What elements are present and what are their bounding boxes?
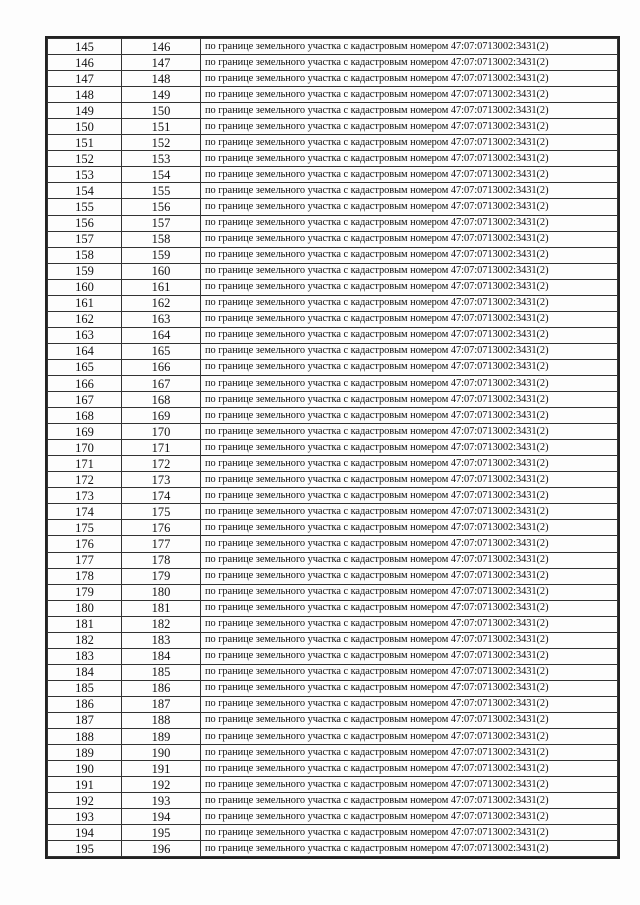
point-to-cell: 175 — [122, 504, 201, 520]
boundary-description-cell: по границе земельного участка с кадастровым номером 47:07:0713002:3431(2) — [201, 295, 618, 311]
boundary-description-cell: по границе земельного участка с кадастровым номером 47:07:0713002:3431(2) — [201, 119, 618, 135]
boundary-description-cell: по границе земельного участка с кадастровым номером 47:07:0713002:3431(2) — [201, 696, 618, 712]
point-from-cell: 176 — [48, 536, 122, 552]
point-from-cell: 193 — [48, 809, 122, 825]
boundary-description-cell: по границе земельного участка с кадастровым номером 47:07:0713002:3431(2) — [201, 263, 618, 279]
point-to-cell: 190 — [122, 745, 201, 761]
table-row — [48, 167, 618, 183]
point-to-cell: 152 — [122, 135, 201, 151]
table-row — [48, 279, 618, 295]
point-from-cell: 187 — [48, 712, 122, 728]
table-row — [48, 664, 618, 680]
point-to-cell: 151 — [122, 119, 201, 135]
boundary-description-cell: по границе земельного участка с кадастровым номером 47:07:0713002:3431(2) — [201, 311, 618, 327]
point-from-cell: 179 — [48, 584, 122, 600]
table-row — [48, 215, 618, 231]
point-to-cell: 167 — [122, 375, 201, 391]
point-from-cell: 164 — [48, 343, 122, 359]
point-to-cell: 193 — [122, 793, 201, 809]
boundary-description-cell: по границе земельного участка с кадастровым номером 47:07:0713002:3431(2) — [201, 616, 618, 632]
table-row — [48, 199, 618, 215]
point-to-cell: 194 — [122, 809, 201, 825]
table-row — [48, 488, 618, 504]
boundary-description-cell: по границе земельного участка с кадастровым номером 47:07:0713002:3431(2) — [201, 279, 618, 295]
point-to-cell: 149 — [122, 87, 201, 103]
table-row — [48, 359, 618, 375]
boundary-description-cell: по границе земельного участка с кадастровым номером 47:07:0713002:3431(2) — [201, 71, 618, 87]
point-from-cell: 175 — [48, 520, 122, 536]
point-to-cell: 187 — [122, 696, 201, 712]
boundary-description-cell: по границе земельного участка с кадастровым номером 47:07:0713002:3431(2) — [201, 359, 618, 375]
boundary-description-cell: по границе земельного участка с кадастровым номером 47:07:0713002:3431(2) — [201, 39, 618, 55]
point-from-cell: 159 — [48, 263, 122, 279]
point-from-cell: 184 — [48, 664, 122, 680]
point-from-cell: 181 — [48, 616, 122, 632]
point-to-cell: 159 — [122, 247, 201, 263]
point-to-cell: 155 — [122, 183, 201, 199]
boundary-description-cell: по границе земельного участка с кадастровым номером 47:07:0713002:3431(2) — [201, 552, 618, 568]
table-row — [48, 825, 618, 841]
point-from-cell: 162 — [48, 311, 122, 327]
table-row — [48, 87, 618, 103]
point-to-cell: 181 — [122, 600, 201, 616]
table-row — [48, 343, 618, 359]
point-from-cell: 153 — [48, 167, 122, 183]
point-from-cell: 174 — [48, 504, 122, 520]
point-to-cell: 191 — [122, 761, 201, 777]
table-row — [48, 327, 618, 343]
point-from-cell: 154 — [48, 183, 122, 199]
boundary-description-cell: по границе земельного участка с кадастровым номером 47:07:0713002:3431(2) — [201, 488, 618, 504]
boundary-description-cell: по границе земельного участка с кадастровым номером 47:07:0713002:3431(2) — [201, 632, 618, 648]
table-row — [48, 504, 618, 520]
table-row — [48, 71, 618, 87]
point-from-cell: 191 — [48, 777, 122, 793]
point-from-cell: 194 — [48, 825, 122, 841]
table-row — [48, 183, 618, 199]
table-row — [48, 151, 618, 167]
point-to-cell: 168 — [122, 392, 201, 408]
point-to-cell: 196 — [122, 841, 201, 857]
table-row — [48, 568, 618, 584]
point-from-cell: 156 — [48, 215, 122, 231]
point-to-cell: 154 — [122, 167, 201, 183]
boundary-table-body — [48, 39, 618, 857]
boundary-description-cell: по границе земельного участка с кадастровым номером 47:07:0713002:3431(2) — [201, 87, 618, 103]
table-row — [48, 809, 618, 825]
boundary-description-cell: по границе земельного участка с кадастровым номером 47:07:0713002:3431(2) — [201, 712, 618, 728]
point-from-cell: 158 — [48, 247, 122, 263]
boundary-description-cell: по границе земельного участка с кадастровым номером 47:07:0713002:3431(2) — [201, 231, 618, 247]
point-from-cell: 183 — [48, 648, 122, 664]
boundary-description-cell: по границе земельного участка с кадастровым номером 47:07:0713002:3431(2) — [201, 135, 618, 151]
point-from-cell: 189 — [48, 745, 122, 761]
point-to-cell: 184 — [122, 648, 201, 664]
table-row — [48, 777, 618, 793]
point-to-cell: 153 — [122, 151, 201, 167]
point-from-cell: 147 — [48, 71, 122, 87]
table-row — [48, 632, 618, 648]
table-row — [48, 39, 618, 55]
point-from-cell: 177 — [48, 552, 122, 568]
boundary-table-grid — [47, 38, 618, 857]
point-from-cell: 149 — [48, 103, 122, 119]
point-from-cell: 186 — [48, 696, 122, 712]
boundary-description-cell: по границе земельного участка с кадастровым номером 47:07:0713002:3431(2) — [201, 825, 618, 841]
point-to-cell: 161 — [122, 279, 201, 295]
point-to-cell: 176 — [122, 520, 201, 536]
point-from-cell: 157 — [48, 231, 122, 247]
point-from-cell: 146 — [48, 55, 122, 71]
point-to-cell: 179 — [122, 568, 201, 584]
point-to-cell: 182 — [122, 616, 201, 632]
table-row — [48, 680, 618, 696]
point-to-cell: 178 — [122, 552, 201, 568]
table-row — [48, 55, 618, 71]
table-row — [48, 616, 618, 632]
boundary-description-cell: по границе земельного участка с кадастровым номером 47:07:0713002:3431(2) — [201, 167, 618, 183]
point-to-cell: 186 — [122, 680, 201, 696]
boundary-description-cell: по границе земельного участка с кадастровым номером 47:07:0713002:3431(2) — [201, 103, 618, 119]
point-to-cell: 166 — [122, 359, 201, 375]
table-row — [48, 247, 618, 263]
point-from-cell: 160 — [48, 279, 122, 295]
table-row — [48, 584, 618, 600]
point-to-cell: 146 — [122, 39, 201, 55]
point-from-cell: 172 — [48, 472, 122, 488]
table-row — [48, 520, 618, 536]
boundary-description-cell: по границе земельного участка с кадастровым номером 47:07:0713002:3431(2) — [201, 536, 618, 552]
point-to-cell: 163 — [122, 311, 201, 327]
point-from-cell: 173 — [48, 488, 122, 504]
boundary-description-cell: по границе земельного участка с кадастровым номером 47:07:0713002:3431(2) — [201, 568, 618, 584]
point-to-cell: 185 — [122, 664, 201, 680]
table-row — [48, 472, 618, 488]
point-from-cell: 192 — [48, 793, 122, 809]
point-to-cell: 164 — [122, 327, 201, 343]
boundary-table — [45, 36, 620, 859]
point-to-cell: 157 — [122, 215, 201, 231]
table-row — [48, 712, 618, 728]
point-from-cell: 163 — [48, 327, 122, 343]
boundary-description-cell: по границе земельного участка с кадастровым номером 47:07:0713002:3431(2) — [201, 648, 618, 664]
point-from-cell: 155 — [48, 199, 122, 215]
boundary-description-cell: по границе земельного участка с кадастровым номером 47:07:0713002:3431(2) — [201, 55, 618, 71]
point-to-cell: 156 — [122, 199, 201, 215]
table-row — [48, 793, 618, 809]
point-to-cell: 192 — [122, 777, 201, 793]
table-row — [48, 536, 618, 552]
boundary-description-cell: по границе земельного участка с кадастровым номером 47:07:0713002:3431(2) — [201, 745, 618, 761]
table-row — [48, 424, 618, 440]
table-row — [48, 600, 618, 616]
point-to-cell: 189 — [122, 729, 201, 745]
table-row — [48, 456, 618, 472]
boundary-description-cell: по границе земельного участка с кадастровым номером 47:07:0713002:3431(2) — [201, 584, 618, 600]
table-row — [48, 729, 618, 745]
table-row — [48, 103, 618, 119]
point-from-cell: 150 — [48, 119, 122, 135]
point-from-cell: 167 — [48, 392, 122, 408]
point-to-cell: 171 — [122, 440, 201, 456]
boundary-description-cell: по границе земельного участка с кадастровым номером 47:07:0713002:3431(2) — [201, 664, 618, 680]
table-row — [48, 648, 618, 664]
boundary-description-cell: по границе земельного участка с кадастровым номером 47:07:0713002:3431(2) — [201, 375, 618, 391]
point-from-cell: 168 — [48, 408, 122, 424]
table-row — [48, 263, 618, 279]
boundary-description-cell: по границе земельного участка с кадастровым номером 47:07:0713002:3431(2) — [201, 777, 618, 793]
point-from-cell: 185 — [48, 680, 122, 696]
point-from-cell: 152 — [48, 151, 122, 167]
boundary-description-cell: по границе земельного участка с кадастровым номером 47:07:0713002:3431(2) — [201, 680, 618, 696]
point-from-cell: 188 — [48, 729, 122, 745]
table-row — [48, 841, 618, 857]
boundary-description-cell: по границе земельного участка с кадастровым номером 47:07:0713002:3431(2) — [201, 247, 618, 263]
table-row — [48, 119, 618, 135]
table-row — [48, 392, 618, 408]
boundary-description-cell: по границе земельного участка с кадастровым номером 47:07:0713002:3431(2) — [201, 424, 618, 440]
table-row — [48, 696, 618, 712]
point-to-cell: 169 — [122, 408, 201, 424]
point-to-cell: 174 — [122, 488, 201, 504]
point-to-cell: 195 — [122, 825, 201, 841]
point-to-cell: 147 — [122, 55, 201, 71]
point-to-cell: 158 — [122, 231, 201, 247]
point-from-cell: 195 — [48, 841, 122, 857]
boundary-description-cell: по границе земельного участка с кадастровым номером 47:07:0713002:3431(2) — [201, 793, 618, 809]
boundary-description-cell: по границе земельного участка с кадастровым номером 47:07:0713002:3431(2) — [201, 600, 618, 616]
point-from-cell: 151 — [48, 135, 122, 151]
boundary-description-cell: по границе земельного участка с кадастровым номером 47:07:0713002:3431(2) — [201, 215, 618, 231]
boundary-description-cell: по границе земельного участка с кадастровым номером 47:07:0713002:3431(2) — [201, 343, 618, 359]
point-to-cell: 162 — [122, 295, 201, 311]
point-from-cell: 165 — [48, 359, 122, 375]
point-from-cell: 171 — [48, 456, 122, 472]
point-from-cell: 166 — [48, 375, 122, 391]
boundary-description-cell: по границе земельного участка с кадастровым номером 47:07:0713002:3431(2) — [201, 456, 618, 472]
boundary-description-cell: по границе земельного участка с кадастровым номером 47:07:0713002:3431(2) — [201, 761, 618, 777]
point-to-cell: 160 — [122, 263, 201, 279]
table-row — [48, 295, 618, 311]
boundary-description-cell: по границе земельного участка с кадастровым номером 47:07:0713002:3431(2) — [201, 841, 618, 857]
table-row — [48, 552, 618, 568]
point-to-cell: 183 — [122, 632, 201, 648]
point-from-cell: 178 — [48, 568, 122, 584]
point-from-cell: 170 — [48, 440, 122, 456]
boundary-description-cell: по границе земельного участка с кадастровым номером 47:07:0713002:3431(2) — [201, 472, 618, 488]
table-row — [48, 408, 618, 424]
boundary-description-cell: по границе земельного участка с кадастровым номером 47:07:0713002:3431(2) — [201, 151, 618, 167]
point-to-cell: 180 — [122, 584, 201, 600]
boundary-description-cell: по границе земельного участка с кадастровым номером 47:07:0713002:3431(2) — [201, 199, 618, 215]
point-to-cell: 148 — [122, 71, 201, 87]
boundary-description-cell: по границе земельного участка с кадастровым номером 47:07:0713002:3431(2) — [201, 183, 618, 199]
table-row — [48, 231, 618, 247]
table-row — [48, 311, 618, 327]
point-from-cell: 169 — [48, 424, 122, 440]
table-row — [48, 761, 618, 777]
point-to-cell: 165 — [122, 343, 201, 359]
point-from-cell: 180 — [48, 600, 122, 616]
boundary-description-cell: по границе земельного участка с кадастровым номером 47:07:0713002:3431(2) — [201, 729, 618, 745]
point-from-cell: 145 — [48, 39, 122, 55]
point-from-cell: 182 — [48, 632, 122, 648]
table-row — [48, 745, 618, 761]
point-from-cell: 148 — [48, 87, 122, 103]
point-to-cell: 173 — [122, 472, 201, 488]
boundary-description-cell: по границе земельного участка с кадастровым номером 47:07:0713002:3431(2) — [201, 809, 618, 825]
boundary-description-cell: по границе земельного участка с кадастровым номером 47:07:0713002:3431(2) — [201, 504, 618, 520]
point-from-cell: 161 — [48, 295, 122, 311]
table-row — [48, 375, 618, 391]
point-to-cell: 172 — [122, 456, 201, 472]
point-to-cell: 188 — [122, 712, 201, 728]
boundary-description-cell: по границе земельного участка с кадастровым номером 47:07:0713002:3431(2) — [201, 520, 618, 536]
table-row — [48, 135, 618, 151]
boundary-description-cell: по границе земельного участка с кадастровым номером 47:07:0713002:3431(2) — [201, 408, 618, 424]
boundary-description-cell: по границе земельного участка с кадастровым номером 47:07:0713002:3431(2) — [201, 440, 618, 456]
table-row — [48, 440, 618, 456]
point-to-cell: 177 — [122, 536, 201, 552]
point-to-cell: 170 — [122, 424, 201, 440]
boundary-description-cell: по границе земельного участка с кадастровым номером 47:07:0713002:3431(2) — [201, 392, 618, 408]
point-from-cell: 190 — [48, 761, 122, 777]
boundary-description-cell: по границе земельного участка с кадастровым номером 47:07:0713002:3431(2) — [201, 327, 618, 343]
point-to-cell: 150 — [122, 103, 201, 119]
